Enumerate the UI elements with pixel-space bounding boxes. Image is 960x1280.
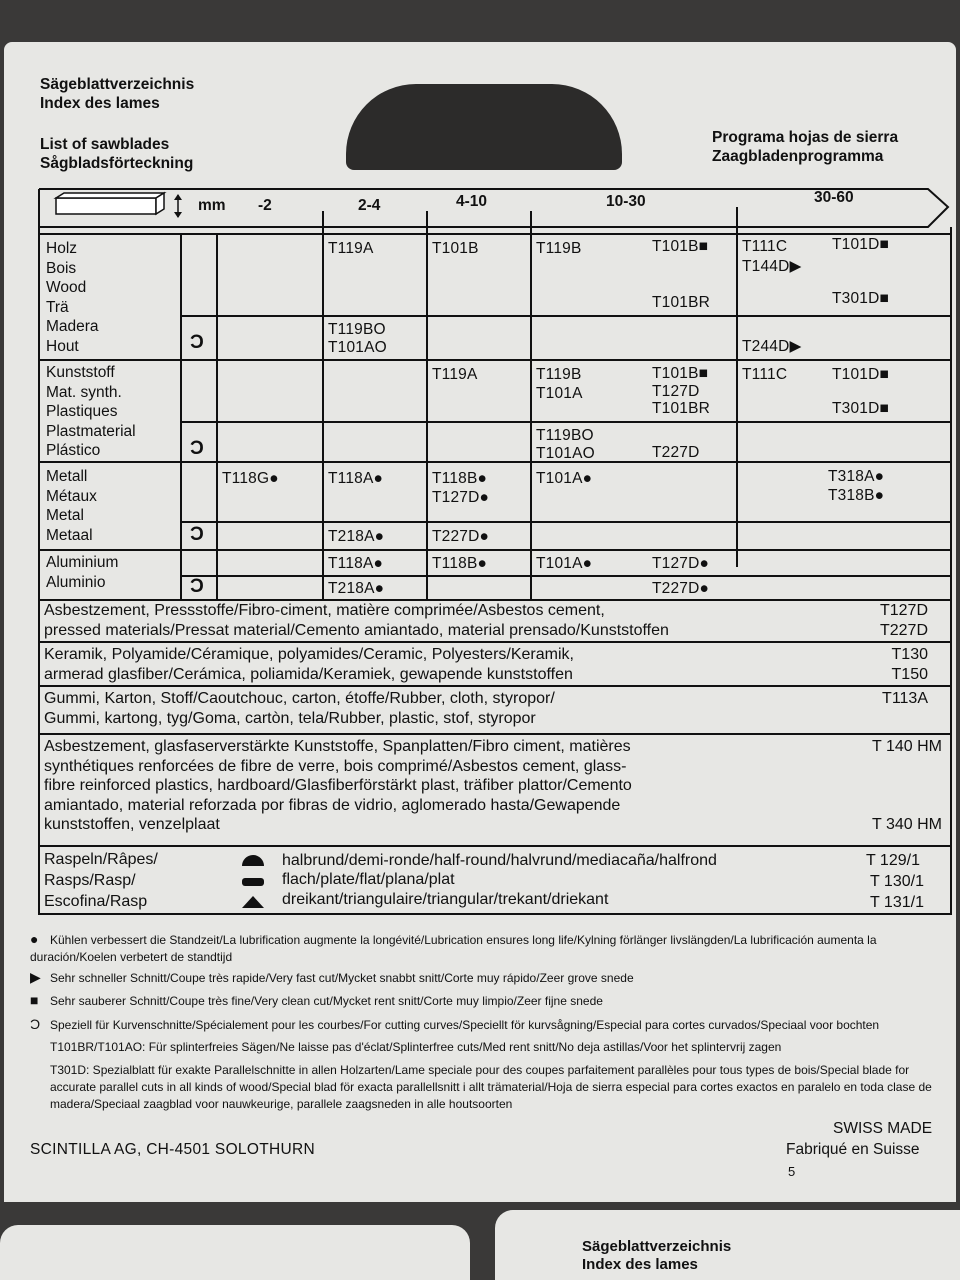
blade-code: T118G● bbox=[222, 470, 279, 487]
row-text: Keramik, Polyamide/Céramique, polyamides/Ceramic, Polyesters/Keramik, armerad glasfiber/Cerámica, poliamida/Keramiek, gewapende kunststoffen bbox=[44, 646, 574, 683]
half-round-icon bbox=[242, 855, 264, 866]
legend-splinterfree: T101BR/T101AO: Für splinterfreies Sägen/Ne laisse pas d'éclat/Splinterfree cuts/Med rent snitt/No deja astillas/Voor het splintervrij zagen bbox=[50, 1040, 782, 1054]
curve-icon: Ɔ bbox=[190, 438, 204, 459]
blade-code: T218A● bbox=[328, 528, 385, 545]
header-line-2: Index des lames bbox=[40, 95, 160, 112]
row-text: Asbestzement, Pressstoffe/Fibro-ciment, matière comprimée/Asbestos cement, pressed materials/Pressat material/Cemento amiantado, material prensado/Kunststoffen bbox=[44, 602, 669, 639]
blade-code: T227D● bbox=[652, 580, 710, 597]
legend-cooling: ● Kühlen verbessert die Standzeit/La lubrification augmente la longévité/Lubrication ensures long life/Kylning förlänger livslängden/La lubrificación aumenta la duración/Koelen verbetert de standtijd bbox=[30, 931, 877, 964]
blade-code: T101D■ bbox=[832, 366, 890, 383]
curve-icon: Ɔ bbox=[190, 524, 204, 545]
legend-curves: Ɔ Speziell für Kurvenschnitte/Spécialement pour les courbes/For cutting curves/Speciellt för kurvsågning/Especial para cortes curvados/Speciaal voor bochten bbox=[30, 1016, 880, 1032]
triangle-icon bbox=[242, 896, 264, 908]
row-codes: T113A bbox=[882, 690, 928, 707]
blade-code: T119B T101A bbox=[536, 366, 583, 402]
rasp-item: flach/plate/flat/plana/plat bbox=[282, 871, 455, 888]
blade-code: T119BO T101AO bbox=[328, 321, 387, 356]
material-wood: Holz Bois Wood Trä Madera Hout bbox=[46, 240, 99, 355]
fabrique-en-suisse: Fabriqué en Suisse bbox=[786, 1141, 920, 1158]
material-row bbox=[38, 643, 952, 687]
blade-code: T119A bbox=[432, 366, 478, 383]
blade-code: T101A● bbox=[536, 470, 593, 487]
blade-code: T144D▶ bbox=[742, 258, 802, 275]
scale-range-2: 2-4 bbox=[358, 197, 381, 214]
curve-icon: Ɔ bbox=[190, 576, 204, 597]
rasp-code: T 131/1 bbox=[870, 894, 924, 911]
square-icon: ■ bbox=[30, 992, 39, 1008]
row-codes: T 140 HM T 340 HM bbox=[872, 738, 942, 833]
blade-code: T111C bbox=[742, 238, 788, 255]
blade-code: T118B● T127D● bbox=[432, 470, 490, 506]
workpiece-icon bbox=[56, 193, 182, 218]
blade-code: T301D■ bbox=[832, 400, 890, 417]
triangle-right-icon: ▶ bbox=[30, 969, 41, 985]
header-line-1: Sägeblattverzeichnis bbox=[40, 76, 195, 93]
blade-code: T118A● bbox=[328, 470, 384, 487]
company-name: SCINTILLA AG, CH-4501 SOLOTHURN bbox=[30, 1141, 315, 1158]
blade-code: T101B bbox=[432, 240, 479, 257]
material-metal: Metall Métaux Metal Metaal bbox=[46, 468, 97, 544]
material-aluminium: Aluminium Aluminio bbox=[46, 554, 119, 591]
row-codes: T127D T227D bbox=[879, 602, 928, 639]
blade-code: T227D bbox=[652, 444, 700, 461]
sawblade-table bbox=[38, 183, 952, 601]
row-text: Gummi, Karton, Stoff/Caoutchouc, carton, étoffe/Rubber, cloth, styropor/ Gummi, kartong, tyg/Goma, cartòn, tela/Rubber, plastic, stof, styropor bbox=[44, 690, 555, 727]
rasp-code: T 129/1 bbox=[866, 852, 920, 869]
header-line-4: Sågbladsförteckning bbox=[40, 155, 194, 172]
rasp-labels: Raspeln/Râpes/ Rasps/Rasp/ Escofina/Rasp bbox=[44, 851, 158, 910]
curve-icon: Ɔ bbox=[190, 332, 204, 353]
scale-range-4: 10-30 bbox=[606, 193, 646, 210]
hanger-hole bbox=[346, 84, 622, 170]
legend-t301d: T301D: Spezialblatt für exakte Parallelschnitte in allen Holzarten/Lame speciale pour des coupes parfaitement parallèles pour tous types de bois/Special blade for accurate parallel cuts in all kinds of wood/Special blad för exacta parallellsnitt i allt trämaterial/Hoja de sierra especial para cortes exactos en paralelo en toda clase de madera/Speciaal zaagblad voor nauwkeurige, parallele zaagsneden in alle houtsoorten bbox=[50, 1063, 932, 1111]
flat-icon bbox=[242, 878, 264, 886]
rasp-shape-icons bbox=[240, 852, 266, 912]
blade-code: T118B● bbox=[432, 555, 488, 572]
scale-unit: mm bbox=[198, 197, 226, 214]
header-right-1: Programa hojas de sierra bbox=[712, 129, 899, 146]
rasp-item: dreikant/triangulaire/triangular/trekant/driekant bbox=[282, 891, 609, 908]
blade-code: T318A● T318B● bbox=[828, 468, 885, 504]
swiss-made: SWISS MADE bbox=[833, 1120, 933, 1137]
blade-code: T101B■ bbox=[652, 238, 709, 255]
blade-code: T101D■ bbox=[832, 236, 890, 253]
material-row bbox=[38, 687, 952, 735]
scale-range-5: 30-60 bbox=[814, 189, 854, 206]
blade-code: T119BO T101AO bbox=[536, 427, 595, 462]
blade-code: T244D▶ bbox=[742, 338, 802, 355]
blade-code: T227D● bbox=[432, 528, 490, 545]
page-number: 5 bbox=[788, 1164, 796, 1179]
legend-clean: ■ Sehr sauberer Schnitt/Coupe très fine/Very clean cut/Mycket rent snitt/Corte muy limpio/Zeer fijne snede bbox=[30, 992, 603, 1008]
row-codes: T130 T150 bbox=[891, 646, 928, 683]
dot-icon: ● bbox=[30, 931, 39, 947]
material-row bbox=[38, 599, 952, 643]
scale-range-1: -2 bbox=[258, 197, 272, 214]
material-row bbox=[38, 735, 952, 847]
rasp-item: halbrund/demi-ronde/half-round/halvrund/mediacaña/halfrond bbox=[282, 852, 717, 869]
blade-code: T119B bbox=[536, 240, 582, 257]
blade-code: T127D● bbox=[652, 555, 710, 572]
blade-code: T101A● bbox=[536, 555, 593, 572]
curve-icon: Ɔ bbox=[30, 1016, 41, 1032]
next-card-left bbox=[0, 1225, 470, 1280]
blade-code: T118A● bbox=[328, 555, 384, 572]
row-text: Asbestzement, glasfaserverstärkte Kunststoffe, Spanplatten/Fibro ciment, matières synthétiques renforcées de fibre de verre, bois comprimé/Asbestos cement, glass- fibre reinforced plastics, hardboard/Glasfiberförstärkt plast, träfiber plattor/Cemento amiantado, material reforzada por fibras de vidrio, aglomerado hasta/Gewapende kunststoffen, venzelplaat bbox=[44, 738, 632, 833]
blade-code: T101B■ T127D T101BR bbox=[652, 365, 711, 417]
blade-code: T111C bbox=[742, 366, 788, 383]
blade-code: T301D■ bbox=[832, 290, 890, 307]
legend-fast: ▶ Sehr schneller Schnitt/Coupe très rapide/Very fast cut/Mycket snabbt snitt/Corte muy rápido/Zeer grove snede bbox=[30, 969, 634, 985]
blade-code: T218A● bbox=[328, 580, 385, 597]
rasp-code: T 130/1 bbox=[870, 873, 924, 890]
header-line-3: List of sawblades bbox=[40, 136, 170, 153]
scale-range-3: 4-10 bbox=[456, 193, 488, 210]
header-right-2: Zaagbladenprogramma bbox=[712, 148, 884, 165]
blade-code: T119A bbox=[328, 240, 374, 257]
material-plastic: Kunststoff Mat. synth. Plastiques Plastmaterial Plástico bbox=[46, 364, 136, 459]
next-card-header: Sägeblattverzeichnis Index des lames bbox=[582, 1238, 732, 1273]
blade-code: T101BR bbox=[652, 294, 711, 311]
